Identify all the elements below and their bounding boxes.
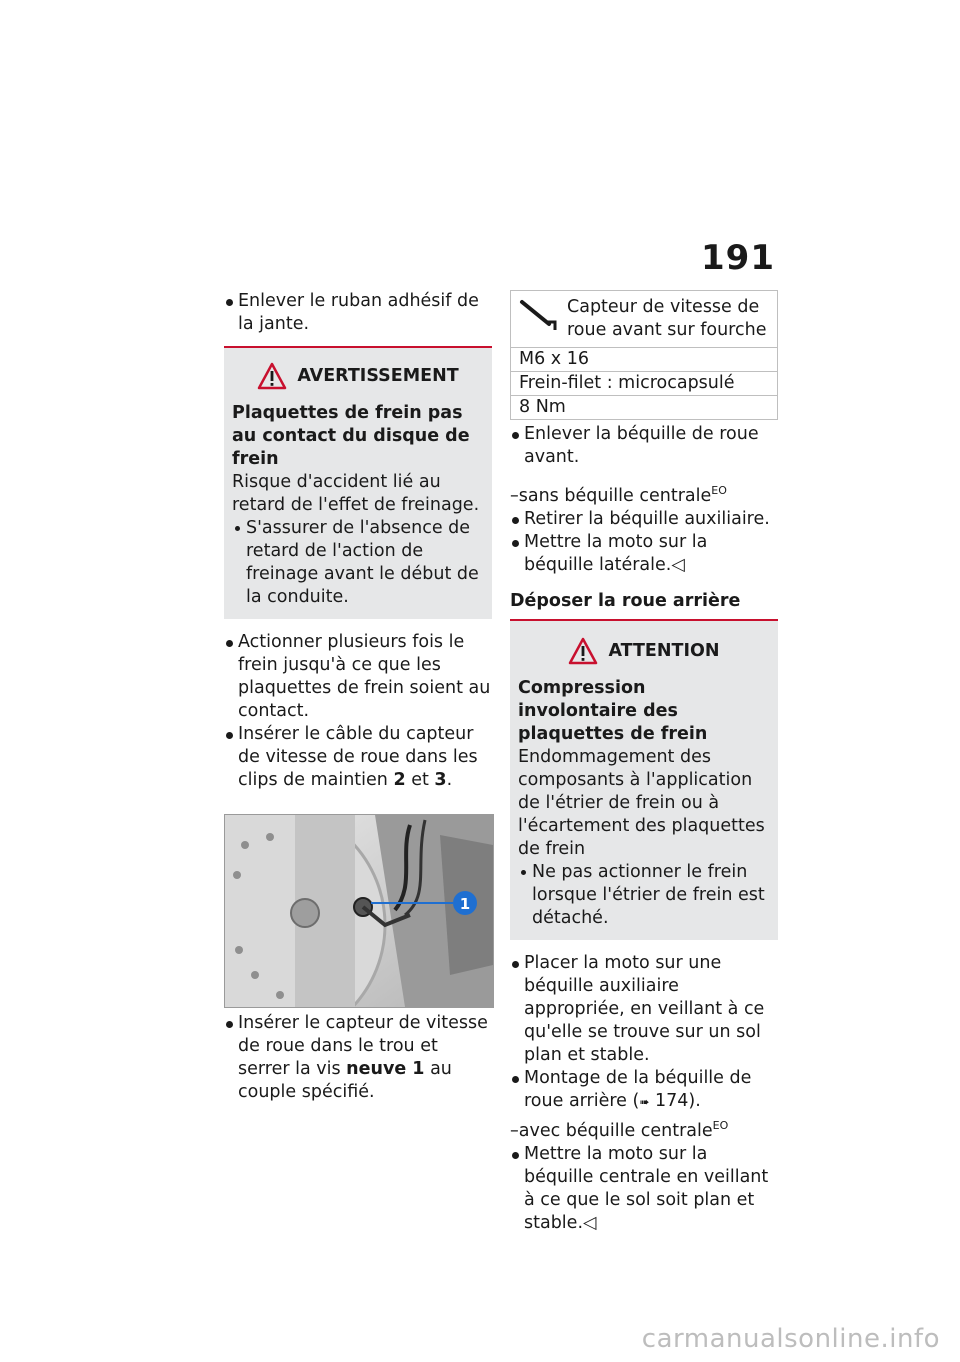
list-item-text: au couple spécifié.	[238, 1059, 452, 1102]
sensor-photo-illustration	[225, 815, 493, 1007]
table-row: M6 x 16	[511, 348, 778, 372]
table-row: 8 Nm	[511, 396, 778, 420]
wrench-icon	[519, 296, 559, 332]
torque-table	[510, 290, 778, 420]
condition-text: –sans béquille centrale	[510, 485, 712, 506]
warning-header	[232, 362, 484, 390]
sensor-photo	[224, 814, 494, 1008]
list-item-text: et	[405, 770, 435, 790]
list-item	[224, 1012, 492, 1104]
attention-title: ATTENTION	[608, 640, 720, 661]
list-item-text: Insérer le capteur de vitesse de roue dans le trou et serrer la vis	[238, 1013, 488, 1079]
warning-triangle-icon	[568, 637, 598, 665]
warning-instruction: S'assurer de l'absence de retard de l'action de freinage avant le début de la conduite.	[232, 517, 484, 609]
list-item: Mettre la moto sur la béquille centrale en veillant à ce que le sol soit plan et stable.◁	[510, 1143, 778, 1235]
section-title: Déposer la roue arrière	[510, 591, 778, 621]
condition-line	[510, 479, 778, 508]
attention-header	[518, 637, 770, 665]
condition-text: –avec béquille centrale	[510, 1120, 713, 1141]
attention-heading: Compression involontaire des plaquettes de frein	[518, 677, 708, 744]
condition-sup: EO	[712, 1118, 729, 1132]
list-item: Enlever le ruban adhésif de la jante.	[224, 290, 492, 336]
warning-box	[224, 346, 492, 619]
table-row: Frein-filet : microcapsulé	[511, 372, 778, 396]
condition-sup: EO	[711, 484, 727, 497]
list-item: Placer la moto sur une béquille auxiliaire appropriée, en veillant à ce qu'elle se trouve sur un sol plan et stable.	[510, 952, 778, 1067]
list-item: Actionner plusieurs fois le frein jusqu'à ce que les plaquettes de frein soient au contact.	[224, 631, 492, 723]
right-column	[510, 290, 778, 1235]
ref-number: 3	[434, 770, 447, 790]
list-item	[510, 1067, 778, 1114]
left-column	[224, 290, 492, 1104]
warning-text: Risque d'accident lié au retard de l'effet de freinage.	[232, 472, 480, 515]
page-ref-arrow-icon: ➠	[639, 1094, 650, 1109]
warning-title: AVERTISSEMENT	[297, 366, 459, 386]
callout-label: 1	[459, 895, 471, 913]
list-item-text: .	[446, 770, 453, 790]
emphasis: neuve 1	[346, 1059, 425, 1079]
list-item: Enlever la béquille de roue avant.	[510, 423, 778, 469]
list-item-text: Montage de la béquille de roue arrière (	[524, 1067, 752, 1111]
list-item-text: Insérer le câble du capteur de vitesse de roue dans les clips de maintien	[238, 724, 478, 790]
page-number: 191	[701, 238, 775, 278]
list-item: Retirer la béquille auxiliaire.	[510, 508, 778, 531]
warning-triangle-icon	[257, 362, 287, 390]
watermark: carmanualsonline.info	[641, 1324, 940, 1354]
list-item	[224, 723, 492, 792]
list-item-text: ).	[688, 1090, 701, 1111]
table-title: Capteur de vitesse de roue avant sur fourche	[567, 297, 767, 340]
attention-text: Endommagement des composants à l'application de l'étrier de frein ou à l'écartement des plaquettes de frein	[518, 746, 765, 859]
ref-number: 2	[393, 770, 406, 790]
list-item: Mettre la moto sur la béquille latérale.◁	[510, 531, 778, 577]
attention-box	[510, 621, 778, 940]
attention-instruction: Ne pas actionner le frein lorsque l'étrier de frein est détaché.	[518, 861, 770, 930]
condition-line	[510, 1114, 778, 1143]
warning-heading: Plaquettes de frein pas au contact du disque de frein	[232, 403, 470, 469]
page-ref[interactable]: 174	[654, 1090, 689, 1111]
